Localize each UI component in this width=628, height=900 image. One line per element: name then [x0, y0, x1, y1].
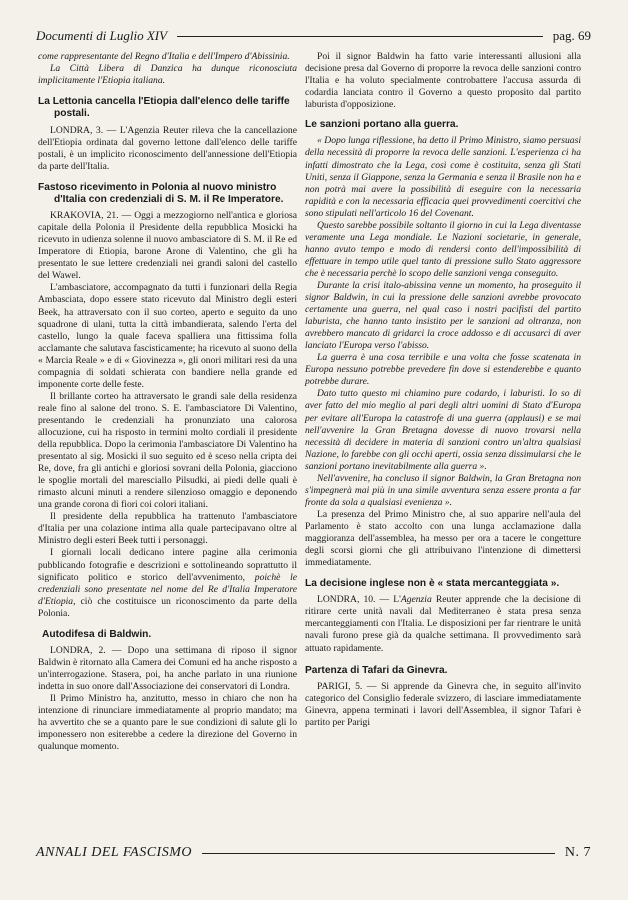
paragraph-italic-text: Agenzia [400, 594, 432, 606]
paragraph: La presenza del Primo Ministro che, al suo apparire nell'aula del Parlamento è stato accolto con una lunga acclamazione dalla maggioranza dell'assemblea, ha messo per ora a tacere le congetture degli scorsi giorni che gli attribuivano l'intenzione di dimettersi immediatamente. [305, 508, 581, 569]
paragraph-text: I giornali locali dedicano intere pagine alla cerimonia pubblicando fotografie e descrizioni e sottolineando soprattutto il significato politico e storico dell'avvenimento, [38, 547, 297, 583]
section-heading: La decisione inglese non è « stata mercanteggiata ». [305, 578, 560, 590]
paragraph: Poi il signor Baldwin ha fatto varie interessanti allusioni alla decisione presa dal Governo di proporre la revoca delle sanzioni contro l'Italia e ha voluto specialmente controbattere l'accusa assurda di codardia lanciata contro il Governo a questo proposito dal partito laburista d'opposizione. [305, 51, 581, 111]
paragraph [38, 547, 297, 619]
issue-number: N. 7 [564, 845, 591, 860]
section-heading: La Lettonia cancella l'Etiopia dall'elenco delle tariffe postali. [38, 96, 290, 120]
paragraph: La Città Libera di Danzica ha dunque riconosciuta implicitamente l'Etiopia italiana. [38, 63, 297, 87]
quote-paragraph: Nell'avvenire, ha concluso il signor Baldwin, la Gran Bretagna non s'impegnerà mai più in una simile avventura senza essere pronta a far fronte da sola a qualsiasi evenienza ». [305, 472, 581, 508]
paragraph: KRAKOVIA, 21. — Oggi a mezzogiorno nell'antica e gloriosa capitale della Polonia il Presidente della repubblica Mosicki ha ricevuto in udienza solenne il nuovo ambasciatore di S. M. il Re ed Imperatore di Etiopia, barone Arone di Valentino, che gli ha presentato le sue lettere credenziali nei grandi saloni del castello del Wawel. [38, 210, 297, 282]
footer-title: ANNALI DEL FASCISMO [36, 845, 192, 860]
header-title: Documenti di Luglio XIV [36, 28, 168, 43]
section-heading: Autodifesa di Baldwin. [42, 628, 152, 640]
paragraph-text: , ciò che costituisce un riconoscimento da parte della Polonia. [38, 595, 297, 619]
quote-paragraph: « Dopo lunga riflessione, ha detto il Primo Ministro, siamo persuasi della necessità di proporre la revoca delle sanzioni. L'esperienza ci ha infatti dimostrato che la Lega, così come è costituita, senza gli Stati Uniti, senza il Giappone, senza la Germania e senza il Brasile non ha e non potrà mai avere la possibilità di eseguire con la necessaria rapidità e con la necessaria efficacia quei provvedimenti coercitivi che sono stipulati nell'articolo 16 del Covenant. [305, 135, 581, 219]
section-heading: Le sanzioni portano alla guerra. [305, 119, 459, 131]
quote-paragraph: La guerra è una cosa terribile e una volta che fosse scatenata in Europa nessuno potrebbe prevedere fin dove si estenderebbe e quanto potrebbe durare. [305, 352, 581, 388]
paragraph: Il Primo Ministro ha, anzitutto, messo in chiaro che non ha intenzione di rinunciare immediatamente al proprio mandato; ma ha avvertito che se a quanto pare le sue condizioni di salute gli lo imponessero non esiterebbe a cedere la direzione del Governo in qualunque momento. [38, 693, 297, 753]
left-column [38, 51, 297, 753]
paragraph-text: Reuter apprende che la decisione di ritirare certe unità navali dal Mediterraneo è stata presa senza mercanteggiamenti con l'Italia. Le disposizioni per far rientrare le unità navali furono prese già da qualche settimana. Il provvedimento sarà attuato rapidamente. [305, 594, 581, 654]
page-number: pag. 69 [552, 28, 591, 43]
footer-rule [202, 853, 555, 854]
page-footer [36, 843, 591, 863]
paragraph-text: LONDRA, 10. — L' [317, 594, 401, 606]
quote-paragraph: Questo sarebbe possibile soltanto il giorno in cui la Lega diventasse veramente una Lega mondiale. Le Nazioni societarie, in generale, hanno avuto tempo e modo di rendersi conto dell'impossibilità di effettuare in tempo utile quel tanto di pressione sullo Stato aggressore che è necessaria perchè lo scopo delle sanzioni venga conseguito. [305, 219, 581, 279]
quote-paragraph: Dato tutto questo mi chiamino pure codardo, i laburisti. Io so di aver fatto del mio meglio al pari degli altri uomini di Stato d'Europa per evitare all'Europa la catastrofe di una guerra (applausi) e se mai nell'avvenire la Gran Bretagna dovesse di nuovo trovarsi nella necessità di decidere in materia di sanzioni contro un'altra qualsiasi Nazione, lo farebbe con gli occhi aperti, ossia senza dissimularsi che le sanzioni portano inevitabilmente alla guerra ». [305, 388, 581, 472]
header-rule [177, 36, 543, 37]
paragraph: PARIGI, 5. — Si apprende da Ginevra che, in seguito all'invito categorico del Consiglio federale svizzero, di lasciare immediatamente Ginevra, appena terminati i lavori dell'Assemblea, il signor Tafari è partito per Parigi [305, 680, 581, 728]
paragraph: come rappresentante del Regno d'Italia e dell'Impero d'Abissinia. [38, 51, 290, 62]
paragraph-italic-text: poichè le credenziali sono presentate nel nome del Re d'Italia Imperatore d'Etiopia [38, 571, 298, 607]
section-heading: Partenza di Tafari da Ginevra. [305, 664, 448, 676]
paragraph: LONDRA, 2. — Dopo una settimana di riposo il signor Baldwin è ritornato alla Camera dei Comuni ed ha anche risposto a un'interrogazione. Stasera, poi, ha anche parlato in una riunione indetta in suo onore dall'Associazione dei conservatori di Londra. [38, 644, 297, 693]
paragraph: LONDRA, 3. — L'Agenzia Reuter rileva che la cancellazione dell'Etiopia ordinata dal governo lettone dall'elenco delle tariffe postali, è un implicito riconoscimento dell'annessione dell'Etiopia da parte dell'Italia. [38, 124, 297, 172]
section-heading: Fastoso ricevimento in Polonia al nuovo ministro d'Italia con credenziali di S. M. il Re Imperatore. [38, 181, 284, 205]
quote-paragraph: Durante la crisi italo-abissina venne un momento, ha proseguito il signor Baldwin, in cui la pressione delle sanzioni avrebbe provocato certamente una guerra, nel qual caso i nostri pacifisti del partito laburista, che hanno tanto insistito per le sanzioni ad oltranza, non avrebbero mancato di gridarci la croce addosso e di accusarci di aver lanciato l'Europa verso l'abisso. [305, 280, 581, 352]
paragraph: Il brillante corteo ha attraversato le grandi sale della residenza reale fino al salone del trono. S. E. l'ambasciatore Di Valentino, presentando le credenziali ha pronunziato una calorosa allocuzione, cui ha risposto in termini molto cordiali il presidente della repubblica. Dopo la cerimonia l'ambasciatore Di Valentino ha presentato al sig. Mosicki il suo seguito ed è sceso nella cripta dei Re, dove, fra gli antichi e gloriosi sovrani della Polonia, giacciono le spoglie mortali del maresciallo Pilsudki, ai piedi delle quali è rimasto alcuni minuti a rendere silenzioso omaggio e deponendo una grande corona di fiori coi colori italiani. [38, 390, 297, 511]
paragraph [305, 594, 581, 654]
page-header [36, 27, 591, 45]
paragraph: L'ambasciatore, accompagnato da tutti i funzionari della Regia Ambasciata, dopo essere stato ricevuto dal Ministro degli esteri Beek, ha attraversato con il suo corteo, aperto e seguito da uno squadrone di ulani, tutta la città imbandierata, salendo l'erta del castello, lungo la quale faceva spalliera una fittissima folla acclamante che salutava fascisticamente; ha ricevuto al suono della « Marcia Reale » e di « Giovinezza », gli onori militari resi da una compagnia di soldati schierata con bandiere nella grande ed imponente corte delle feste. [38, 282, 297, 390]
paragraph: Il presidente della repubblica ha trattenuto l'ambasciatore d'Italia per una colazione intima alla quale partecipavano oltre al Ministro degli esteri Beek tutti i personaggi. [38, 511, 297, 547]
right-column [305, 51, 581, 729]
